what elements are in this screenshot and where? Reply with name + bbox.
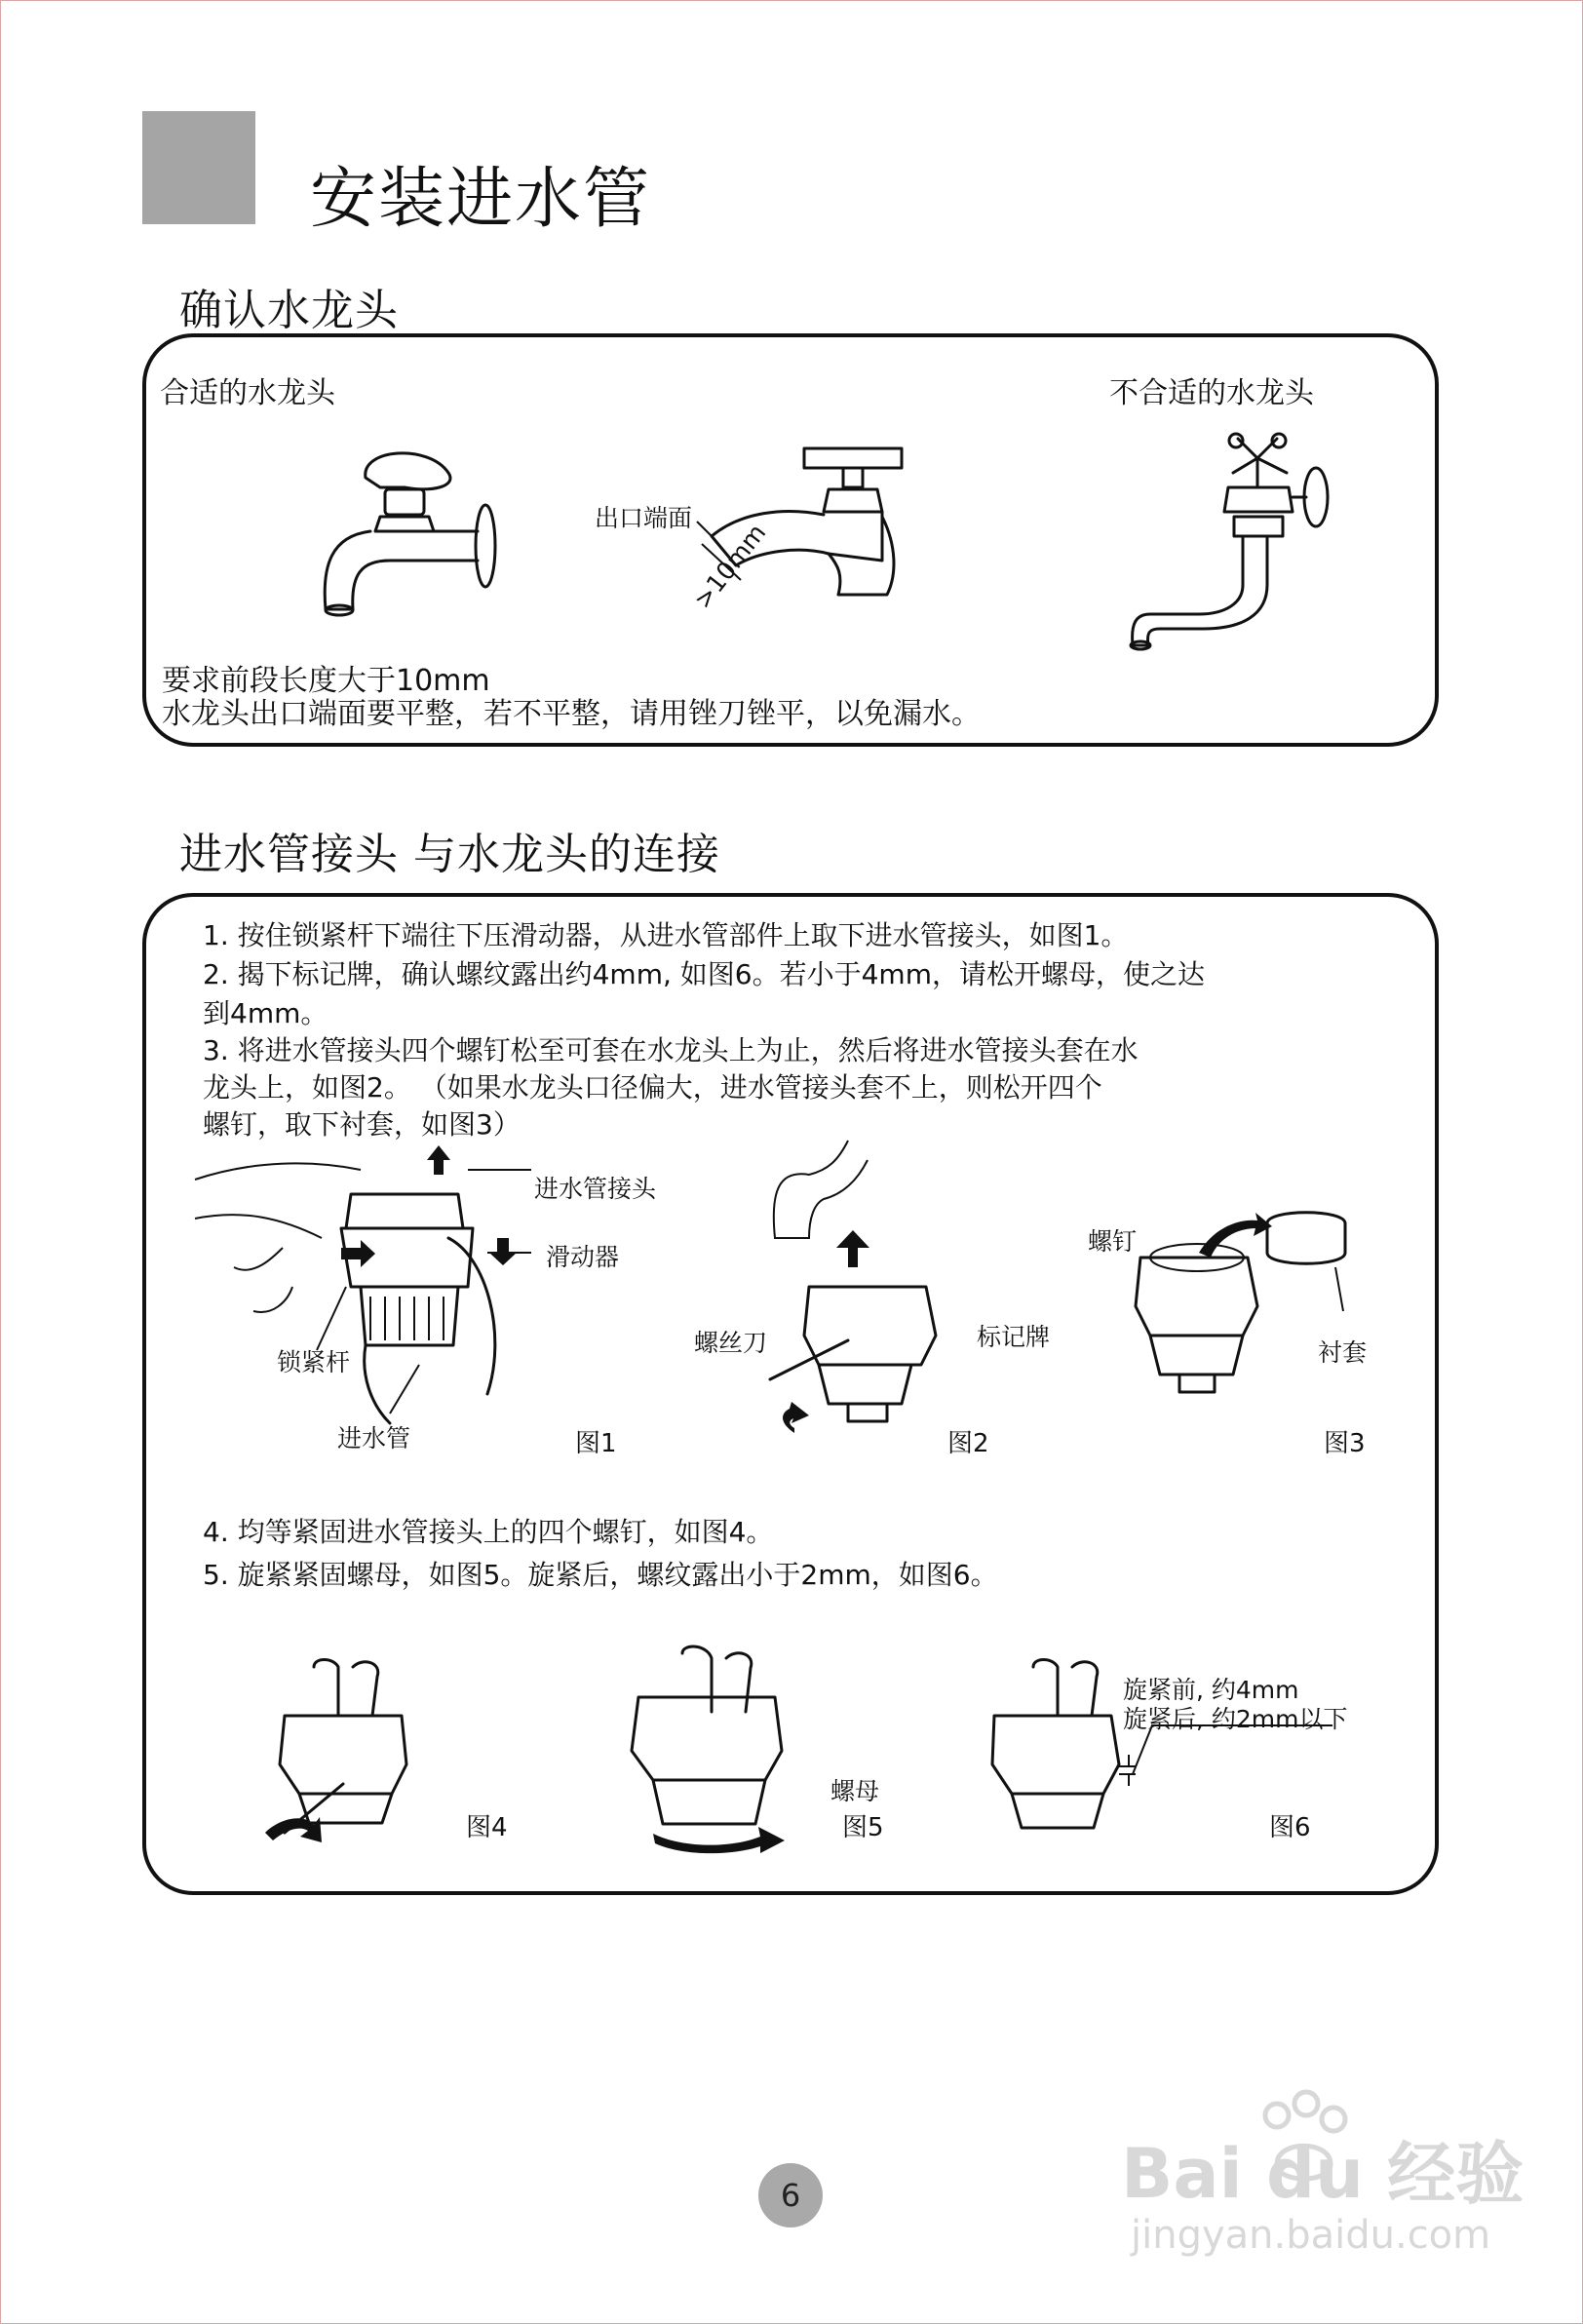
fig4-caption: 图4 xyxy=(466,1813,508,1842)
title-marker-block xyxy=(142,111,255,224)
fig2-screwdriver-label: 螺丝刀 xyxy=(694,1329,768,1357)
fig5-caption: 图5 xyxy=(842,1813,884,1842)
step-2: 2. 揭下标记牌，确认螺纹露出约4mm, 如图6。若小于4mm，请松开螺母，使之达 xyxy=(203,958,1205,990)
length-mark-label: >10mm xyxy=(688,519,772,614)
section1-heading: 确认水龙头 xyxy=(179,286,399,335)
unsuitable-faucet-illustration xyxy=(1111,429,1404,653)
outlet-face-label: 出口端面 xyxy=(595,504,693,532)
fig3-screw-label: 螺钉 xyxy=(1088,1227,1138,1256)
outlet-face-faucet-illustration xyxy=(682,429,916,614)
step-2-cont: 到4mm。 xyxy=(203,997,328,1029)
step-3-cont1: 龙头上，如图2。 （如果水龙头口径偏大，进水管接头套不上，则松开四个 xyxy=(203,1071,1102,1104)
fig1-caption: 图1 xyxy=(575,1429,617,1458)
fig3-bushing-label: 衬套 xyxy=(1318,1338,1368,1367)
section2-heading: 进水管接头 与水龙头的连接 xyxy=(179,830,720,879)
step-3-cont2: 螺钉，取下衬套，如图3） xyxy=(203,1108,521,1141)
fig2-caption: 图2 xyxy=(947,1429,989,1458)
watermark-url: jingyan.baidu.com xyxy=(1131,2213,1491,2258)
step-3: 3. 将进水管接头四个螺钉松至可套在水龙头上为止，然后将进水管接头套在水 xyxy=(203,1034,1139,1066)
step-1: 1. 按住锁紧杆下端往下压滑动器，从进水管部件上取下进水管接头，如图1。 xyxy=(203,919,1129,951)
fig3-caption: 图3 xyxy=(1324,1429,1366,1458)
fig1-lock-lever-label: 锁紧杆 xyxy=(277,1348,351,1376)
fig1-hose-label: 进水管 xyxy=(337,1424,411,1452)
fig5-nut-label: 螺母 xyxy=(830,1777,880,1805)
fig5-illustration xyxy=(614,1644,809,1858)
suitable-faucet-illustration xyxy=(312,439,507,624)
fig6-before-label: 旋紧前, 约4mm xyxy=(1123,1676,1299,1704)
fig2-tag-label: 标记牌 xyxy=(977,1323,1051,1351)
fig1-illustration xyxy=(195,1141,546,1433)
unsuitable-faucet-label: 不合适的水龙头 xyxy=(1109,376,1314,410)
fig6-after-label: 旋紧后, 约2mm以下 xyxy=(1123,1705,1348,1733)
fig1-joint-label: 进水管接头 xyxy=(534,1175,657,1203)
fig4-illustration xyxy=(255,1657,431,1852)
suitable-faucet-label: 合适的水龙头 xyxy=(160,376,335,410)
faucet-note-line1: 要求前段长度大于10mm xyxy=(162,664,490,698)
fig2-illustration xyxy=(702,1141,946,1433)
watermark-logo: Bai du 经验 xyxy=(1121,2134,1525,2214)
fig6-caption: 图6 xyxy=(1269,1813,1311,1842)
step-4: 4. 均等紧固进水管接头上的四个螺钉，如图4。 xyxy=(203,1516,774,1548)
page-number-text: 6 xyxy=(780,2177,801,2214)
step-5: 5. 旋紧紧固螺母，如图5。旋紧后，螺纹露出小于2mm，如图6。 xyxy=(203,1559,998,1591)
fig3-illustration xyxy=(1121,1209,1384,1404)
faucet-note-line2: 水龙头出口端面要平整，若不平整，请用锉刀锉平，以免漏水。 xyxy=(162,697,981,731)
page-number xyxy=(758,2163,823,2227)
page-title: 安装进水管 xyxy=(310,161,652,238)
fig1-slider-label: 滑动器 xyxy=(546,1243,620,1271)
